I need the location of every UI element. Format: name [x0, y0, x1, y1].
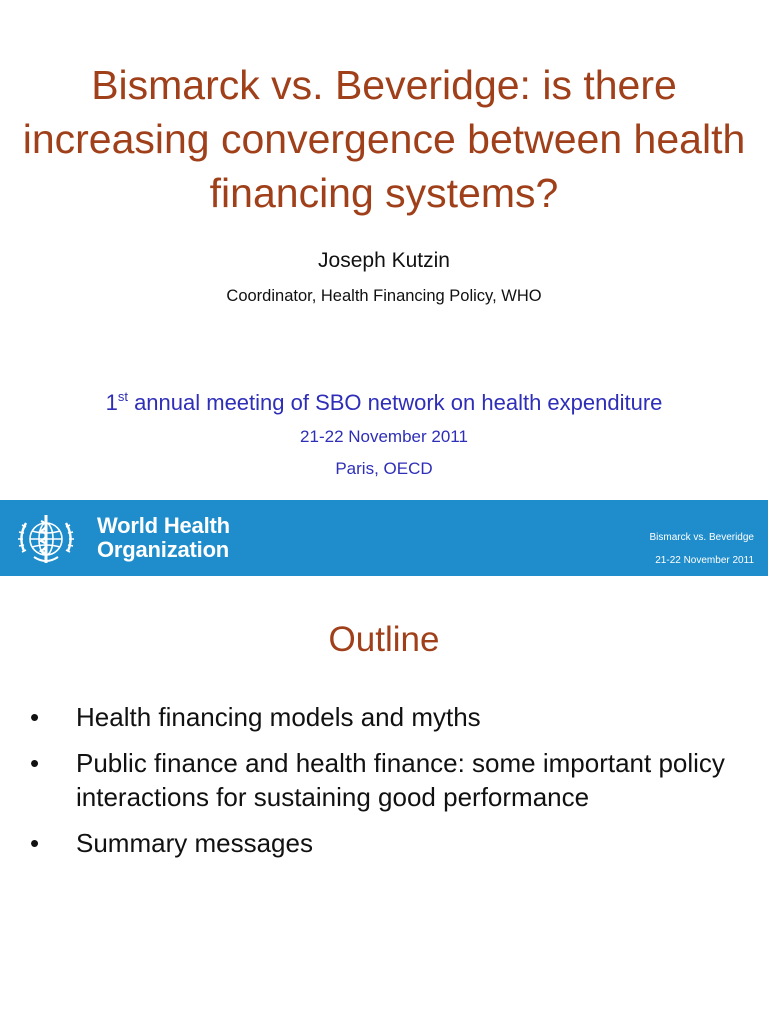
meeting-dates: 21-22 November 2011	[300, 427, 468, 446]
list-item-text: Health financing models and myths	[76, 702, 481, 732]
outline-list	[30, 700, 730, 872]
list-item-text: Summary messages	[76, 828, 313, 858]
organization-name	[97, 514, 230, 562]
list-item	[30, 700, 730, 734]
who-footer-band	[0, 500, 768, 576]
outline-title: Outline	[328, 620, 440, 659]
list-item	[30, 746, 730, 814]
author-role: Coordinator, Health Financing Policy, WHO	[226, 287, 542, 305]
meeting-line	[0, 389, 768, 416]
organization-name-line1: World Health	[97, 513, 230, 538]
list-item	[30, 826, 730, 860]
meeting-text: annual meeting of SBO network on health expenditure	[127, 390, 663, 415]
who-emblem-icon	[14, 507, 78, 571]
organization-name-line2: Organization	[97, 537, 230, 562]
bullet-icon: •	[30, 748, 40, 778]
slide-title: Bismarck vs. Beveridge: is there increasing convergence between health financing systems?	[22, 62, 746, 216]
author-name: Joseph Kutzin	[318, 249, 450, 272]
bullet-icon: •	[30, 828, 40, 858]
list-item-text: Public finance and health finance: some important policy interactions for sustaining good performance	[76, 748, 725, 812]
title-slide	[0, 0, 768, 500]
meeting-ordinal-number: 1	[105, 390, 118, 415]
footer-info	[650, 526, 754, 572]
footer-date: 21-22 November 2011	[655, 555, 754, 566]
meeting-ordinal-suffix: st	[117, 389, 128, 404]
bullet-icon: •	[30, 702, 40, 732]
meeting-place: Paris, OECD	[335, 459, 433, 478]
footer-presentation-title: Bismarck vs. Beveridge	[649, 532, 754, 543]
